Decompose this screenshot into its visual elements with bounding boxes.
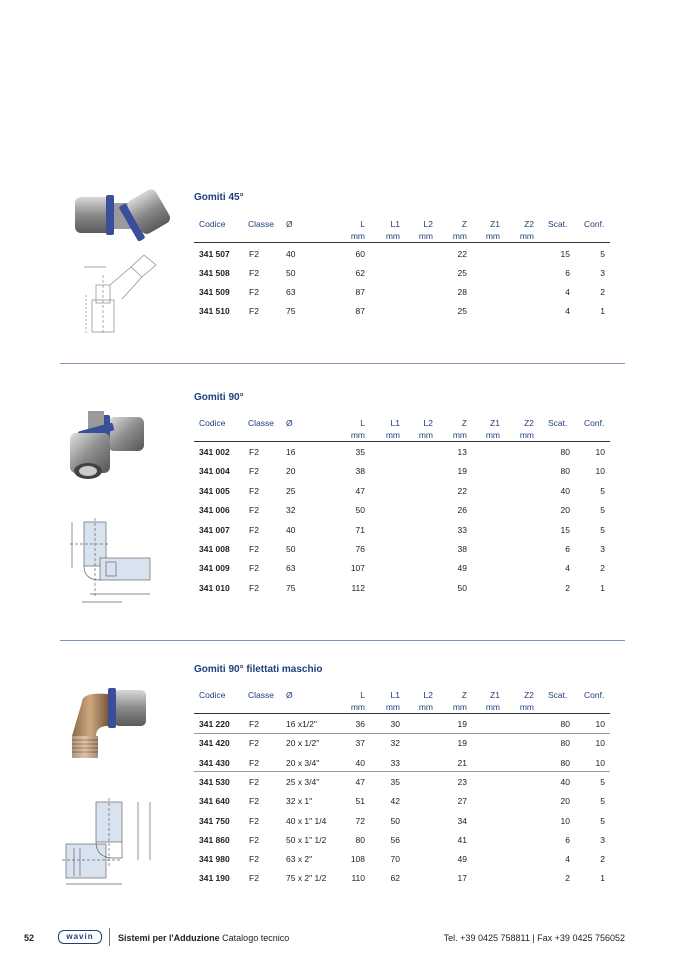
table-cell: 10: [595, 466, 605, 477]
table-cell: 15: [560, 524, 570, 535]
col-header-diameter: Ø: [286, 690, 293, 700]
col-header-scat: Scat.: [548, 690, 568, 700]
col-header-classe: Classe: [248, 418, 274, 428]
table-cell: 56: [390, 834, 400, 845]
table-cell: 10: [595, 738, 605, 749]
table-cell: 19: [457, 738, 467, 749]
table-cell: 80: [560, 447, 570, 457]
col-header-codice: Codice: [199, 690, 226, 700]
unit-l1: mm: [385, 231, 400, 241]
section-divider: [60, 363, 625, 364]
table-cell: 16: [286, 447, 296, 457]
table-cell: 2: [565, 873, 570, 884]
table-cell: 20: [560, 505, 570, 516]
unit-z: mm: [452, 430, 467, 440]
table-cell: 341 008: [199, 544, 230, 554]
table-cell: 341 420: [199, 738, 230, 749]
table-cell: 50 x 1" 1/2: [286, 834, 327, 845]
table-cell: 20 x 1/2": [286, 738, 320, 749]
col-header-classe: Classe: [248, 219, 274, 229]
table-cell: 27: [457, 796, 467, 807]
table-cell: 19: [457, 466, 467, 477]
footer-contact: Tel. +39 0425 758811 | Fax +39 0425 756052: [443, 933, 625, 943]
table-cell: F2: [249, 873, 259, 884]
group-divider: [194, 771, 610, 772]
table-cell: F2: [249, 796, 259, 807]
table-cell: 32 x 1": [286, 796, 313, 807]
table-cell: 341 005: [199, 485, 230, 496]
col-header-codice: Codice: [199, 418, 226, 428]
table-cell: 5: [600, 505, 605, 516]
unit-l1: mm: [385, 702, 400, 712]
col-header-z1: Z1: [490, 690, 500, 700]
table-cell: 6: [565, 544, 570, 554]
table-cell: 50: [390, 815, 400, 826]
table-cell: 25 x 3/4": [286, 776, 320, 787]
table-cell: F2: [249, 776, 259, 787]
col-header-z1: Z1: [490, 219, 500, 229]
col-header-l2: L2: [423, 690, 433, 700]
col-header-z1: Z1: [490, 418, 500, 428]
table-cell: 20 x 3/4": [286, 757, 320, 768]
col-header-z: Z: [461, 219, 467, 229]
table-cell: 6: [565, 834, 570, 845]
table-cell: 80: [560, 738, 570, 749]
table-cell: 110: [351, 873, 365, 884]
table-cell: F2: [249, 505, 259, 516]
table-cell: 33: [390, 757, 400, 768]
elbow-45-drawing: [76, 255, 166, 340]
table-cell: 49: [457, 854, 467, 865]
section-title: Gomiti 90°: [194, 392, 244, 403]
table-cell: 80: [560, 719, 570, 729]
table-cell: 341 530: [199, 776, 230, 787]
table-cell: 25: [286, 485, 296, 496]
unit-z: mm: [452, 702, 467, 712]
col-header-l2: L2: [423, 219, 433, 229]
table-cell: 30: [390, 719, 400, 729]
table-cell: 112: [351, 582, 365, 593]
page-number: 52: [24, 933, 35, 943]
table-cell: 50: [355, 505, 365, 516]
table-cell: 1: [600, 582, 605, 593]
table-cell: 16 x1/2": [286, 719, 317, 729]
table-cell: F2: [249, 544, 259, 554]
unit-l2: mm: [418, 702, 433, 712]
col-header-diameter: Ø: [286, 418, 293, 428]
table-cell: 20: [560, 796, 570, 807]
col-header-classe: Classe: [248, 690, 274, 700]
header-divider: [194, 441, 610, 442]
threaded-elbow-photo: [62, 680, 157, 765]
elbow-45-photo: [70, 185, 170, 250]
table-cell: 17: [457, 873, 467, 884]
table-cell: 5: [600, 796, 605, 807]
table-cell: 80: [560, 466, 570, 477]
unit-z1: mm: [485, 702, 500, 712]
unit-z1: mm: [485, 231, 500, 241]
table-cell: 32: [390, 738, 400, 749]
table-cell: 19: [457, 719, 467, 729]
table-cell: 50: [286, 544, 296, 554]
table-cell: 10: [560, 815, 570, 826]
table-cell: 26: [457, 505, 467, 516]
table-cell: 35: [390, 776, 400, 787]
table-cell: 341 006: [199, 505, 230, 516]
table-cell: 10: [595, 447, 605, 457]
table-cell: F2: [249, 466, 259, 477]
table-cell: 71: [355, 524, 365, 535]
table-cell: 4: [565, 563, 570, 574]
table-cell: 70: [390, 854, 400, 865]
table-cell: F2: [249, 854, 259, 865]
table-cell: 2: [565, 582, 570, 593]
table-cell: 5: [600, 524, 605, 535]
table-cell: 62: [390, 873, 400, 884]
table-cell: 38: [457, 544, 467, 554]
unit-z: mm: [452, 231, 467, 241]
table-cell: 63 x 2": [286, 854, 313, 865]
elbow-90-photo: [62, 405, 157, 485]
table-cell: 3: [600, 544, 605, 554]
table-cell: 47: [355, 776, 365, 787]
table-cell: F2: [249, 563, 259, 574]
col-header-conf: Conf.: [584, 418, 605, 428]
table-cell: 2: [600, 563, 605, 574]
table-cell: F2: [249, 524, 259, 535]
table-cell: 80: [355, 834, 365, 845]
unit-l2: mm: [418, 430, 433, 440]
col-header-l1: L1: [390, 219, 400, 229]
table-cell: 75 x 2" 1/2: [286, 873, 327, 884]
table-cell: 22: [457, 485, 467, 496]
table-cell: F2: [249, 815, 259, 826]
unit-l2: mm: [418, 231, 433, 241]
section-divider: [60, 640, 625, 641]
col-header-l: L: [360, 690, 365, 700]
unit-z2: mm: [519, 702, 534, 712]
section-title: Gomiti 45°: [194, 192, 244, 203]
table-cell: 5: [600, 815, 605, 826]
footer-divider: [109, 928, 110, 946]
table-cell: 1: [600, 873, 605, 884]
table-cell: 10: [595, 757, 605, 768]
table-cell: 76: [355, 544, 365, 554]
unit-l: mm: [350, 702, 365, 712]
table-cell: 23: [457, 776, 467, 787]
col-header-z2: Z2: [524, 690, 534, 700]
table-cell: 341 220: [199, 719, 230, 729]
table-cell: 341 190: [199, 873, 230, 884]
table-cell: 2: [600, 854, 605, 865]
table-cell: 5: [600, 485, 605, 496]
table-cell: 20: [286, 466, 296, 477]
table-cell: F2: [249, 738, 259, 749]
elbow-90-drawing: [62, 518, 157, 606]
table-cell: 341 007: [199, 524, 230, 535]
col-header-z2: Z2: [524, 219, 534, 229]
table-cell: 10: [595, 719, 605, 729]
col-header-l: L: [360, 418, 365, 428]
table-cell: 21: [457, 757, 467, 768]
table-cell: 341 750: [199, 815, 230, 826]
col-header-z: Z: [461, 690, 467, 700]
col-header-l1: L1: [390, 690, 400, 700]
col-header-conf: Conf.: [584, 690, 605, 700]
unit-l: mm: [350, 231, 365, 241]
col-header-scat: Scat.: [548, 219, 568, 229]
wavin-logo: wavin: [58, 930, 102, 944]
table-cell: 341 980: [199, 854, 230, 865]
unit-z1: mm: [485, 430, 500, 440]
table-cell: F2: [249, 719, 259, 729]
col-header-l: L: [360, 219, 365, 229]
table-cell: 341 010: [199, 582, 230, 593]
table-cell: 3: [600, 834, 605, 845]
table-cell: 107: [350, 563, 365, 574]
table-cell: 41: [457, 834, 467, 845]
header-divider: [194, 242, 610, 243]
table-cell: F2: [249, 447, 259, 457]
table-cell: 32: [286, 505, 296, 516]
col-header-l1: L1: [390, 418, 400, 428]
table-cell: 47: [355, 485, 365, 496]
table-cell: 34: [457, 815, 467, 826]
table-cell: 4: [565, 854, 570, 865]
table-cell: 40: [286, 524, 296, 535]
table-cell: 51: [355, 796, 365, 807]
table-cell: 38: [355, 466, 365, 477]
table-cell: 40: [560, 485, 570, 496]
table-cell: F2: [249, 834, 259, 845]
table-cell: 49: [457, 563, 467, 574]
table-cell: 36: [355, 719, 365, 729]
table-cell: 13: [457, 447, 467, 457]
page-footer: [0, 930, 678, 948]
group-divider: [194, 733, 610, 734]
table-cell: 40 x 1" 1/4: [286, 815, 327, 826]
table-cell: 5: [600, 776, 605, 787]
table-cell: 40: [355, 757, 365, 768]
col-header-l2: L2: [423, 418, 433, 428]
table-cell: 42: [390, 796, 400, 807]
table-cell: F2: [249, 582, 259, 593]
table-cell: F2: [249, 485, 259, 496]
col-header-conf: Conf.: [584, 219, 605, 229]
col-header-diameter: Ø: [286, 219, 293, 229]
table-cell: F2: [249, 757, 259, 768]
unit-l: mm: [350, 430, 365, 440]
unit-l1: mm: [385, 430, 400, 440]
table-cell: 341 009: [199, 563, 230, 574]
unit-z2: mm: [519, 430, 534, 440]
footer-title: Sistemi per l'Adduzione Catalogo tecnico: [118, 933, 290, 943]
header-divider: [194, 713, 610, 714]
table-cell: 40: [560, 776, 570, 787]
col-header-z: Z: [461, 418, 467, 428]
unit-z2: mm: [519, 231, 534, 241]
table-cell: 341 860: [199, 834, 230, 845]
table-cell: 72: [355, 815, 365, 826]
table-cell: 33: [457, 524, 467, 535]
section-title: Gomiti 90° filettati maschio: [194, 664, 323, 675]
table-cell: 37: [355, 738, 365, 749]
table-cell: 341 002: [199, 447, 230, 457]
table-cell: 80: [560, 757, 570, 768]
table-cell: 341 004: [199, 466, 230, 477]
col-header-scat: Scat.: [548, 418, 568, 428]
threaded-elbow-drawing: [62, 798, 162, 890]
col-header-codice: Codice: [199, 219, 226, 229]
table-cell: 108: [350, 854, 365, 865]
col-header-z2: Z2: [524, 418, 534, 428]
table-cell: 35: [355, 447, 365, 457]
table-cell: 50: [457, 582, 467, 593]
table-cell: 75: [286, 582, 296, 593]
table-cell: 341 430: [199, 757, 230, 768]
table-cell: 341 640: [199, 796, 230, 807]
table-cell: 63: [286, 563, 296, 574]
